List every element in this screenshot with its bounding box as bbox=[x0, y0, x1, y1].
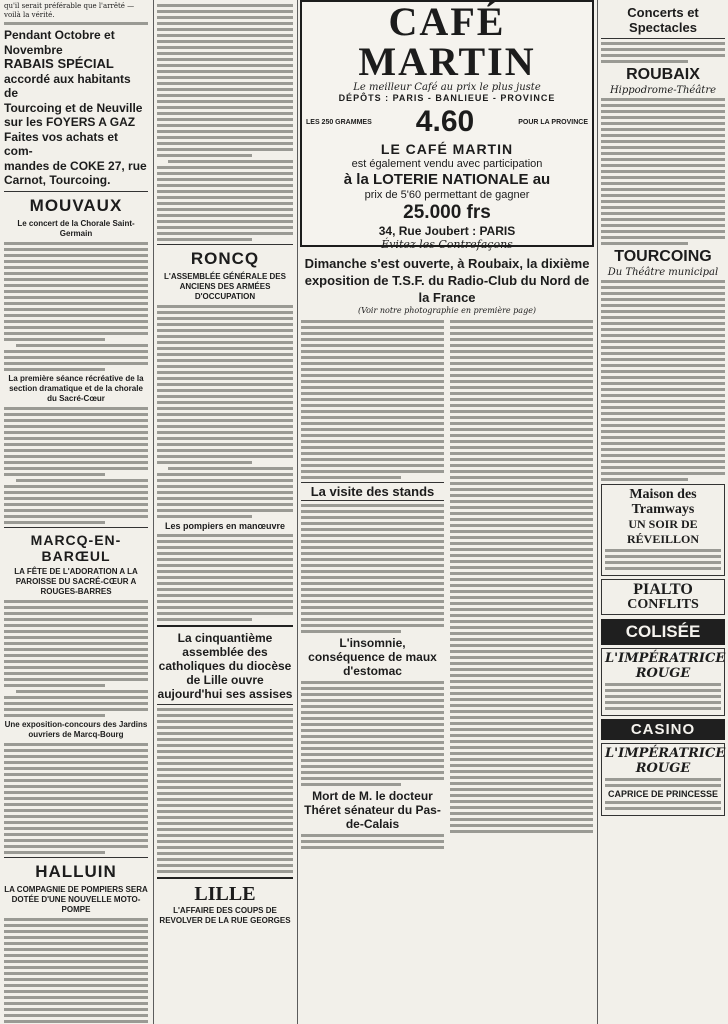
brand-name: CAFÉ MARTIN bbox=[358, 0, 536, 84]
subheading: L'ASSEMBLÉE GÉNÉRALE DES ANCIENS DES ARMÉES D'OCCUPATION bbox=[164, 272, 286, 301]
venue-title: Hippodrome-Théâtre bbox=[609, 85, 717, 96]
subheading: La première séance récréative de la section dramatique et de la chorale du Sacré-Cœur bbox=[8, 373, 144, 403]
subheading: L'insomnie, conséquence de maux d'estomac bbox=[308, 636, 437, 678]
ad-line: Carnot, Tourcoing. bbox=[4, 173, 111, 187]
text-block bbox=[4, 743, 148, 854]
center-column bbox=[298, 0, 596, 1024]
ad-line: mandes de COKE 27, rue bbox=[4, 158, 147, 173]
subheading: Mort de M. le docteur Théret sénateur du Pas-de-Calais bbox=[304, 789, 441, 831]
city-title: ROUBAIX bbox=[626, 66, 700, 83]
text-block bbox=[4, 407, 148, 524]
imperatrice-advert bbox=[601, 648, 725, 716]
subheading: LA FÊTE DE L'ADORATION A LA PAROISSE DU SACRÉ-CŒUR A ROUGES-BARRES bbox=[14, 566, 138, 596]
tagline: Le meilleur Café au prix le plus juste bbox=[353, 82, 541, 93]
ad-line: est également vendu avec participation bbox=[351, 158, 543, 170]
casino-banner: CASINO bbox=[601, 719, 725, 740]
ad-line: à la LOTERIE NATIONALE au bbox=[343, 171, 551, 188]
text-block bbox=[301, 504, 444, 633]
ad-title: Maison des Tramways bbox=[629, 487, 697, 517]
section-title: MOUVAUX bbox=[29, 195, 123, 215]
text-block bbox=[301, 681, 444, 786]
section-title: LILLE bbox=[194, 883, 256, 905]
article-left-column bbox=[301, 318, 444, 852]
column-2 bbox=[154, 0, 296, 1024]
ad-line: sur les FOYERS A GAZ bbox=[4, 115, 136, 129]
text-block bbox=[601, 98, 725, 245]
imperatrice-advert-2 bbox=[601, 743, 725, 816]
ad-line: prix de 5'60 permettant de gagner bbox=[364, 189, 530, 201]
address: 34, Rue Joubert : PARIS bbox=[378, 224, 516, 238]
price: 4.60 bbox=[415, 105, 475, 138]
text-block bbox=[450, 320, 593, 833]
prize-amount: 25.000 frs bbox=[403, 202, 491, 223]
ad-line: Faites vos achats et com- bbox=[4, 129, 119, 158]
text-block bbox=[601, 42, 725, 63]
text-block bbox=[157, 305, 293, 518]
ad-title: L'IMPÉRATRICE ROUGE bbox=[605, 746, 726, 776]
colisee-banner: COLISÉE bbox=[601, 619, 725, 645]
top-note: qu'il serait préférable que l'arrêté — voilà la vérité. bbox=[4, 2, 135, 19]
price-row bbox=[306, 105, 588, 139]
column-5 bbox=[598, 0, 728, 1024]
ad-line: RABAIS SPÉCIAL bbox=[4, 56, 114, 71]
text-block bbox=[157, 534, 293, 621]
text-block bbox=[605, 549, 721, 570]
subheading: Une exposition-concours des Jardins ouvriers de Marcq-Bourg bbox=[4, 719, 148, 739]
ad-title: CAPRICE DE PRINCESSE bbox=[607, 789, 719, 799]
text-block bbox=[301, 834, 444, 849]
text-block bbox=[4, 22, 148, 25]
ad-line: Tourcoing et de Neuville bbox=[4, 100, 143, 115]
venue-title: Du Théâtre municipal bbox=[607, 267, 719, 278]
subheading: La visite des stands bbox=[301, 482, 444, 501]
tramways-advert bbox=[601, 484, 725, 576]
weight-label: LES 250 GRAMMES bbox=[306, 118, 372, 126]
cafe-martin-advert bbox=[300, 0, 594, 251]
headline: La cinquantième assemblée des catholiques du diocèse de Lille ouvre aujourd'hui ses assises bbox=[157, 631, 293, 701]
zone-label: POUR LA PROVINCE bbox=[518, 118, 588, 126]
city-title: TOURCOING bbox=[614, 248, 712, 265]
text-block bbox=[4, 918, 148, 1024]
text-block bbox=[605, 778, 721, 787]
ad-line: Pendant Octobre et Novembre bbox=[4, 28, 115, 57]
text-block bbox=[605, 801, 721, 810]
text-block bbox=[601, 280, 725, 481]
subheading: Les pompiers en manœuvre bbox=[164, 521, 286, 531]
text-block bbox=[4, 242, 148, 371]
pialto-advert bbox=[601, 579, 725, 615]
ad-title: PIALTO bbox=[633, 581, 693, 598]
text-block bbox=[157, 708, 293, 873]
gas-advert bbox=[4, 28, 148, 188]
section-title: RONCQ bbox=[190, 249, 260, 268]
section-title: Concerts et Spectacles bbox=[627, 5, 699, 35]
beware-line: Évitez les Contrefaçons bbox=[381, 238, 513, 251]
text-block bbox=[4, 600, 148, 717]
text-block bbox=[605, 683, 721, 710]
subheading: Le concert de la Chorale Saint-Germain bbox=[17, 218, 135, 238]
text-block bbox=[157, 4, 293, 241]
subheading: LA COMPAGNIE DE POMPIERS SERA DOTÉE D'UNE NOUVELLE MOTO-POMPE bbox=[4, 884, 148, 914]
article-body bbox=[298, 318, 596, 852]
photo-caption: (Voir notre photographie en première page) bbox=[357, 306, 537, 315]
subheading: L'AFFAIRE DES COUPS DE REVOLVER DE LA RUE GEORGES bbox=[159, 906, 291, 925]
section-title: HALLUIN bbox=[35, 861, 117, 881]
text-block bbox=[301, 320, 444, 479]
depots: DÉPÔTS : PARIS - BANLIEUE - PROVINCE bbox=[338, 93, 556, 103]
column-1 bbox=[0, 0, 152, 1024]
ad-title: L'IMPÉRATRICE ROUGE bbox=[605, 651, 726, 681]
ad-line: accordé aux habitants de bbox=[4, 71, 131, 100]
ad-title: CONFLITS bbox=[627, 597, 699, 612]
main-headline: Dimanche s'est ouverte, à Roubaix, la dixième exposition de T.S.F. du Radio-Club du Nord de la France bbox=[304, 256, 590, 305]
brand-name-2: LE CAFÉ MARTIN bbox=[380, 141, 514, 157]
article-right-column bbox=[450, 318, 593, 852]
ad-title: UN SOIR DE RÉVEILLON bbox=[626, 517, 700, 546]
section-title: MARCQ-EN-BARŒUL bbox=[30, 531, 122, 564]
